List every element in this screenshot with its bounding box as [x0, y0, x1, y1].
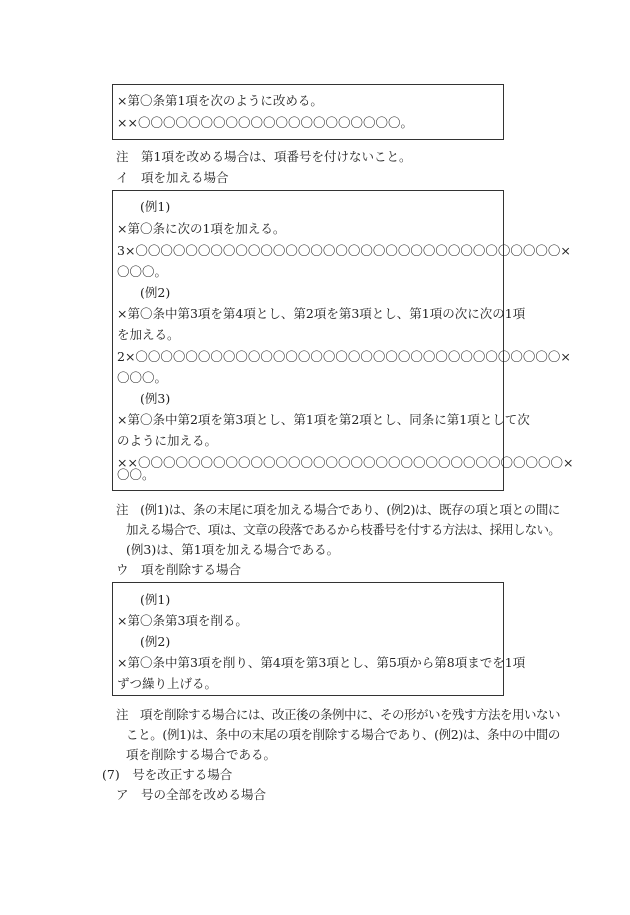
box3-example1-label: (例1): [140, 592, 171, 607]
heading-i: イ 項を加える場合: [116, 170, 229, 185]
box2-example3-label: (例3): [140, 391, 171, 406]
box2-example3-line-1: ×第〇条中第2項を第3項とし、第1項を第2項とし、同条に第1項として次: [117, 412, 530, 427]
note-2-line-3: (例3)は、第1項を加える場合である。: [126, 542, 340, 557]
box2-example3-line-4: 〇〇。: [117, 467, 155, 482]
note-2-line-2: 加える場合で、項は、文章の段落であるから枝番号を付する方法は、採用しない。: [126, 522, 560, 537]
box1-line-1: ×第〇条第1項を次のように改める。: [117, 93, 323, 108]
note-3-line-3: 項を削除する場合である。: [126, 747, 277, 762]
note-3-line-1: 注 項を削除する場合には、改正後の条例中に、その形がいを残す方法を用いない: [116, 707, 560, 722]
box2-example1-line-2: 3×〇〇〇〇〇〇〇〇〇〇〇〇〇〇〇〇〇〇〇〇〇〇〇〇〇〇〇〇〇〇〇〇〇〇×: [117, 243, 571, 258]
box2-example1-line-3: 〇〇〇。: [117, 264, 168, 279]
box2-example1-line-1: ×第〇条に次の1項を加える。: [117, 221, 286, 236]
box2-example3-line-2: のように加える。: [117, 433, 218, 448]
box2-example2-line-4: 〇〇〇。: [117, 370, 168, 385]
box3-example2-line-2: ずつ繰り上げる。: [117, 676, 218, 691]
box3-example1-line-1: ×第〇条第3項を削る。: [117, 613, 248, 628]
heading-u: ウ 項を削除する場合: [116, 562, 242, 577]
box2-example2-label: (例2): [140, 285, 171, 300]
box2-example3-line-3: ××〇〇〇〇〇〇〇〇〇〇〇〇〇〇〇〇〇〇〇〇〇〇〇〇〇〇〇〇〇〇〇〇〇〇×: [117, 455, 574, 470]
note-3-line-2: こと。(例1)は、条中の末尾の項を削除する場合であり、(例2)は、条中の中間の: [126, 727, 560, 742]
note-1: 注 第1項を改める場合は、項番号を付けないこと。: [116, 149, 412, 164]
box3-example2-line-1: ×第〇条中第3項を削り、第4項を第3項とし、第5項から第8項までを1項: [117, 655, 526, 670]
box2-example2-line-1: ×第〇条中第3項を第4項とし、第2項を第3項とし、第1項の次に次の1項: [117, 306, 526, 321]
heading-a: ア 号の全部を改める場合: [116, 787, 267, 802]
heading-7: (7) 号を改正する場合: [102, 767, 233, 782]
box1-line-2: ××〇〇〇〇〇〇〇〇〇〇〇〇〇〇〇〇〇〇〇〇〇。: [117, 115, 413, 130]
box2-example1-label: (例1): [140, 199, 171, 214]
note-2-line-1: 注 (例1)は、条の末尾に項を加える場合であり、(例2)は、既存の項と項との間に: [116, 502, 560, 517]
box2-example2-line-2: を加える。: [117, 327, 180, 342]
box2-example2-line-3: 2×〇〇〇〇〇〇〇〇〇〇〇〇〇〇〇〇〇〇〇〇〇〇〇〇〇〇〇〇〇〇〇〇〇〇×: [117, 349, 571, 364]
box3-example2-label: (例2): [140, 634, 171, 649]
